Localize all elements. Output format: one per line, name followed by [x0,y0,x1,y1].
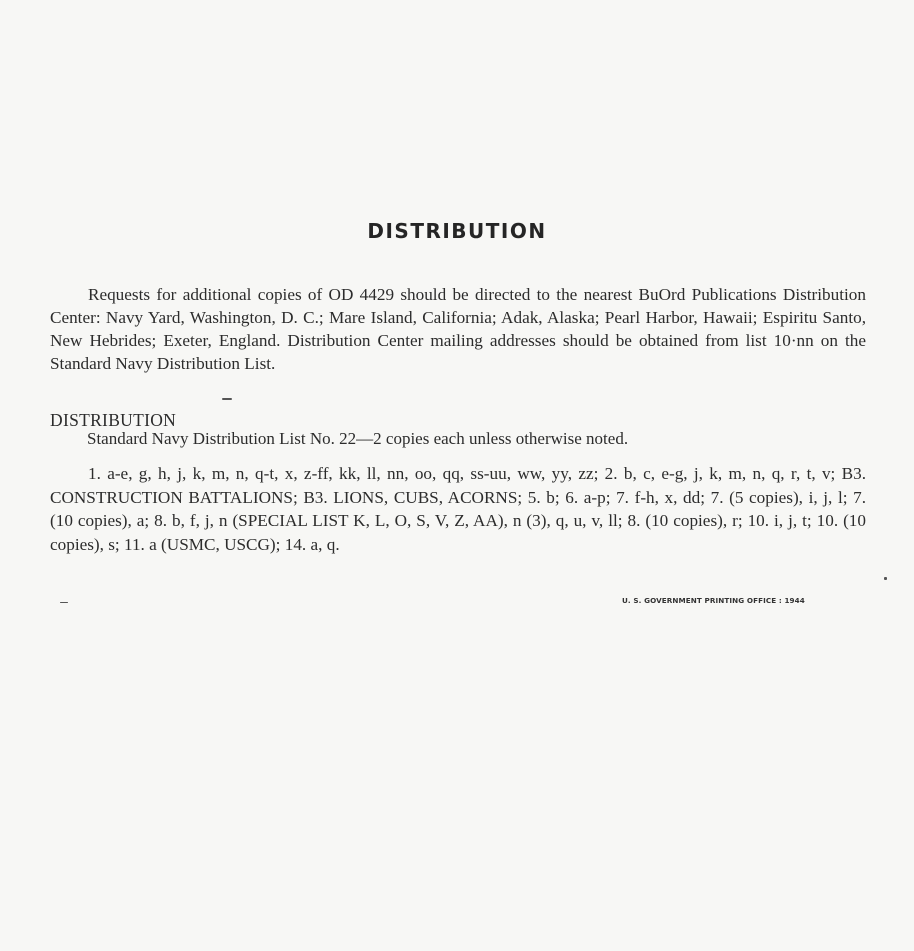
intro-paragraph: Requests for additional copies of OD 4429 should be directed to the nearest BuOrd Publications Distribution Center: Navy Yard, Washington, D. C.; Mare Island, California; Adak, Alaska; Pearl Harbor, Hawaii; Espiritu Santo, New Hebrides; Exeter, England. Distribution Center mailing addresses should be obtained from list 10·nn on the Standard Navy Distribution List. [50,285,866,373]
distribution-heading: DISTRIBUTION [50,410,177,430]
ink-speck [884,577,887,580]
printer-imprint: U. S. GOVERNMENT PRINTING OFFICE : 1944 [622,596,805,605]
ink-speck [222,398,232,400]
distribution-codes: 1. a-e, g, h, j, k, m, n, q-t, x, z-ff, kk, ll, nn, oo, qq, ss-uu, ww, yy, zz; 2. b, c, e-g, j, k, m, n, q, r, t, v; B3. CONSTRUCTION BATTALIONS; B3. LIONS, CUBS, ACORNS; 5. b; 6. a-p; 7. f-h, x, dd; 7. (5 copies), i, j, l; 7. (10 copies), a; 8. b, f, j, n (SPECIAL LIST K, L, O, S, V, Z, AA), n (3), q, u, v, ll; 8. (10 copies), r; 10. i, j, t; 10. (10 copies), s; 11. a (USMC, USCG); 14. a, q. [50,464,866,554]
distribution-subtitle: Standard Navy Distribution List No. 22—2 copies each unless otherwise noted. [87,429,629,448]
page-title: DISTRIBUTION [367,219,547,243]
ink-speck [60,602,68,603]
